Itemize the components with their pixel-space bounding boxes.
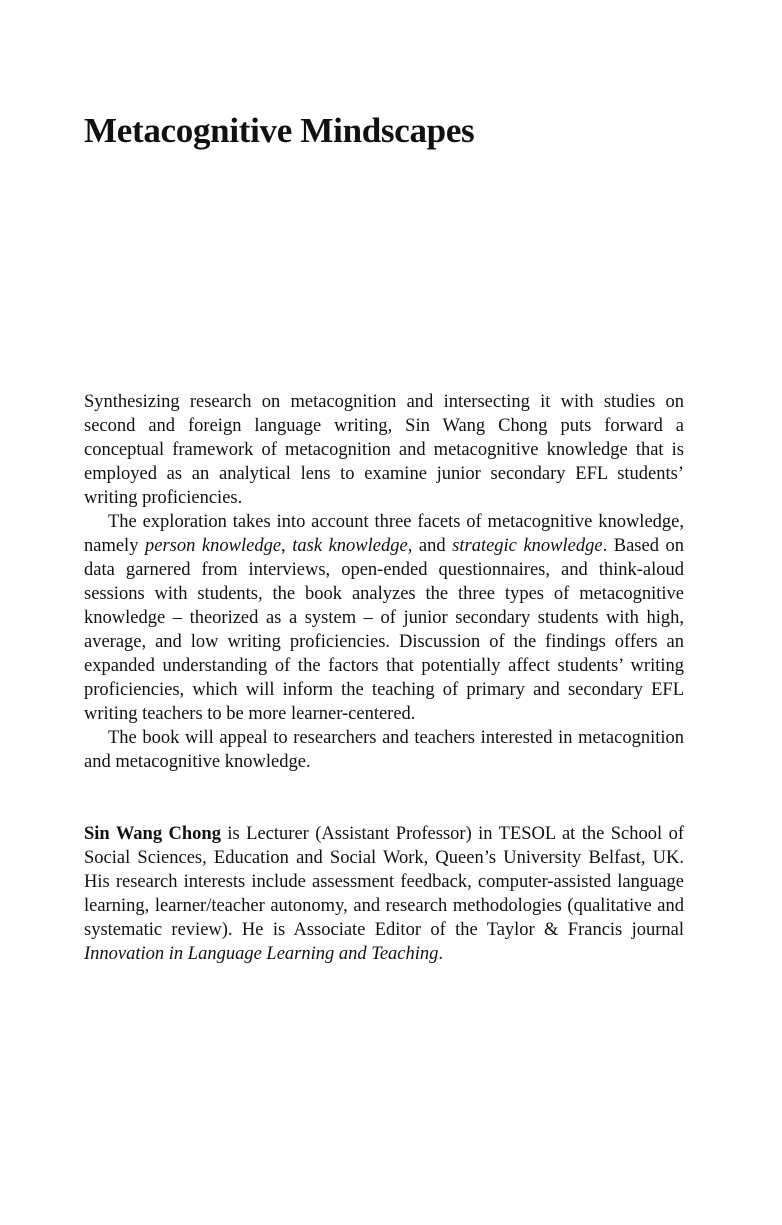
blurb-p2-sep-1: ,: [281, 536, 293, 556]
journal-title: Innovation in Language Learning and Teaching: [84, 944, 439, 964]
term-person-knowledge: person knowledge: [145, 536, 282, 556]
author-bio-end: .: [438, 944, 444, 964]
author-name: Sin Wang Chong: [84, 824, 221, 844]
book-blurb: [84, 390, 684, 774]
blurb-p2-sep-2: , and: [407, 536, 453, 556]
blurb-paragraph-2: [84, 510, 684, 726]
term-strategic-knowledge: strategic knowledge: [452, 536, 603, 556]
blurb-paragraph-3: The book will appeal to researchers and teachers interested in metacognition and metacognitive knowledge.: [84, 728, 684, 772]
author-bio: [84, 822, 684, 966]
blurb-paragraph-1: Synthesizing research on metacognition and intersecting it with studies on second and foreign language writing, Sin Wang Chong puts forward a conceptual framework of metacognition and metacognitive knowledge that is employed as an analytical lens to examine junior secondary EFL students’ writing proficiencies.: [84, 392, 684, 508]
term-task-knowledge: task knowledge: [292, 536, 408, 556]
blurb-p2-intro: The exploration takes into account three facets of metacognitive knowledge, namely: [84, 512, 684, 556]
book-title: Metacognitive Mindscapes: [84, 111, 475, 150]
blurb-p2-rest: . Based on data garnered from interviews, open-ended questionnaires, and think-aloud sessions with students, the book analyzes the three types of metacognitive knowledge – theorized as a system – of junior secondary students with high, average, and low writing proficiencies. Discussion of the findings offers an expanded understanding of the factors that potentially affect students’ writing proficiencies, which will inform the teaching of primary and secondary EFL writing teachers to be more learner-centered.: [84, 536, 685, 724]
author-bio-text: is Lecturer (Assistant Professor) in TESOL at the School of Social Sciences, Education and Social Work, Queen’s University Belfast, UK. His research interests include assessment feedback, computer-assisted language learning, learner/teacher autonomy, and research methodologies (qualitative and systematic review). He is Associate Editor of the Taylor & Francis journal: [84, 824, 685, 940]
